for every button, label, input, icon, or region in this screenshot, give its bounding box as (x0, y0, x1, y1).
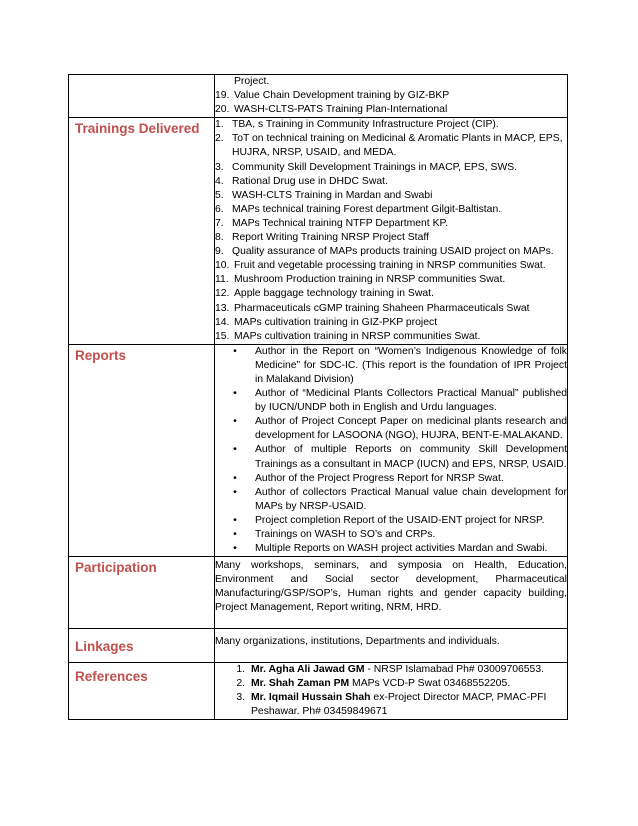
references-row (69, 662, 568, 719)
list-item: 10. Fruit and vegetable processing training in NRSP communities Swat. (215, 260, 546, 272)
participation-cell (215, 557, 568, 628)
list-item: • Author of “Medicinal Plants Collectors Practical Manual” published by IUCN/UNDP both in English and Urdu languages. (215, 387, 567, 415)
list-item: • Author of multiple Reports on community Skill Development Trainings as a consultant in MACP (IUCN) and EPS, NRSP, USAID. (215, 443, 567, 471)
list-item: • Project completion Report of the USAID-ENT project for NRSP. (215, 514, 567, 528)
empty-label-cell (69, 75, 215, 118)
bullet-icon: • (233, 514, 237, 526)
reports-row (69, 344, 568, 556)
bullet-icon: • (233, 486, 237, 498)
bullet-icon: • (233, 472, 237, 484)
list-item: 1. Mr. Agha Ali Jawad GM - NRSP Islamabad Ph# 03009706553. (236, 663, 545, 675)
list-item: • Author in the Report on “Women’s Indigenous Knowledge of folk Medicine” for SDC-IC. (This report is the foundation of IPR Project in Malakand Division) (215, 345, 567, 387)
list-item: 13. Pharmaceuticals cGMP training Shaheen Pharmaceuticals Swat (215, 302, 530, 314)
list-item: 3. Mr. Iqmail Hussain Shah ex-Project Director MACP, PMAC-PFI Peshawar. Ph# 03459849671 (236, 691, 547, 717)
references-list (215, 662, 568, 719)
list-item: • Author of the Project Progress Report for NRSP Swat. (215, 472, 567, 486)
bullet-icon: • (233, 543, 237, 555)
list-item: 4. Rational Drug use in DHDC Swat. (215, 175, 388, 187)
trainings-heading: Trainings Delivered (75, 121, 200, 137)
list-item: 5. WASH-CLTS Training in Mardan and Swabi (215, 189, 433, 201)
trainings-list (215, 118, 568, 345)
bullet-icon: • (233, 345, 237, 357)
participation-row (69, 557, 568, 628)
linkages-heading: Linkages (75, 638, 134, 654)
list-item: 8. Report Writing Training NRSP Project Staff (215, 232, 429, 244)
cv-table (68, 74, 568, 720)
list-item: 2. Mr. Shah Zaman PM MAPs VCD-P Swat 03468552205. (236, 677, 511, 689)
list-item: • Author of Project Concept Paper on medicinal plants research and development for LASOONA (NGO), HUJRA, BENT-E-MALAKAND. (215, 415, 567, 443)
list-item: • Trainings on WASH to SO’s and CRPs. (215, 528, 567, 542)
list-item: 15. MAPs cultivation training in NRSP communities Swat. (215, 330, 481, 342)
trainings-row (69, 118, 568, 345)
continued-list (215, 75, 568, 118)
list-item: 9. Quality assurance of MAPs products training USAID project on MAPs. (215, 246, 554, 258)
bullet-icon: • (233, 388, 237, 400)
participation-text: Many workshops, seminars, and symposia on Health, Education, Environment and Social sector development, Pharmaceutical Manufacturing/GSP/SOP’s, Human rights and gender capacity building, Project Management, Report writing, NRM, HRD. (215, 560, 567, 614)
linkages-row (69, 628, 568, 662)
bullet-icon: • (233, 444, 237, 456)
continuation-row (69, 75, 568, 118)
reports-heading: Reports (75, 347, 127, 363)
list-item: 11. Mushroom Production training in NRSP communities Swat. (215, 274, 506, 286)
list-item: 6. MAPs technical training Forest department Gilgit-Baltistan. (215, 203, 502, 215)
references-heading: References (75, 668, 148, 684)
bullet-icon: • (233, 529, 237, 540)
list-item: 12. Apple baggage technology training in Swat. (215, 288, 434, 300)
linkages-cell (215, 628, 568, 662)
list-item: 3. Community Skill Development Trainings in MACP, EPS, SWS. (215, 161, 518, 173)
linkages-text: Many organizations, institutions, Departments and individuals. (215, 635, 500, 647)
list-item: • Author of collectors Practical Manual value chain development for MAPs by NRSP-USAID. (215, 486, 567, 514)
bullet-icon: • (233, 416, 237, 428)
participation-heading: Participation (75, 560, 157, 576)
list-item: 7. MAPs Technical training NTFP Department KP. (215, 217, 448, 229)
list-item: 19. Value Chain Development training by GIZ-BKP (215, 90, 450, 102)
list-item: 1. TBA, s Training in Community Infrastructure Project (CIP). (215, 119, 499, 131)
list-item: • Multiple Reports on WASH project activities Mardan and Swabi. (215, 542, 567, 556)
list-item: Project. (234, 76, 270, 87)
reports-list (215, 344, 568, 556)
list-item: 20. WASH-CLTS-PATS Training Plan-International (215, 104, 448, 116)
list-item: 2. ToT on technical training on Medicinal & Aromatic Plants in MACP, EPS, HUJRA, NRSP, USAID, and MEDA. (215, 133, 563, 159)
list-item: 14. MAPs cultivation training in GIZ-PKP project (215, 316, 438, 328)
